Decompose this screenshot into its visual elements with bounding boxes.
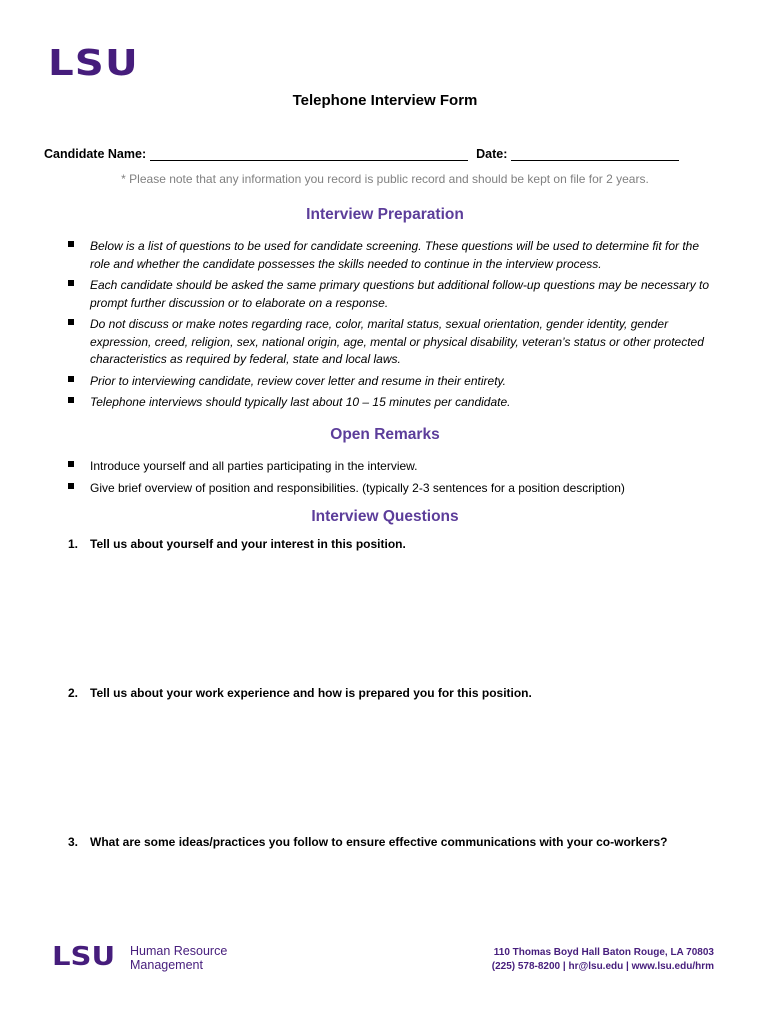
list-item: Do not discuss or make notes regarding race, color, marital status, sexual orientation, gender identity, gender expression, creed, religion, sex, national origin, age, mental or physical disability, veteran’s status or other protected characteristics as required by federal, state and local laws. — [68, 316, 718, 369]
lsu-logo: LSU — [48, 43, 139, 84]
list-item: Introduce yourself and all parties participating in the interview. — [68, 458, 718, 476]
footer-address: 110 Thomas Boyd Hall Baton Rouge, LA 70803 (225) 578-8200 | hr@lsu.edu | www.lsu.edu/hrm — [491, 947, 714, 972]
candidate-name-field[interactable] — [150, 146, 468, 161]
bullet-icon — [68, 397, 74, 403]
preparation-heading: Interview Preparation — [306, 206, 464, 223]
list-item: Below is a list of questions to be used for candidate screening. These questions will be used to determine fit for the role and whether the candidate possesses the skills needed to continue in the interview process. — [68, 238, 718, 273]
bullet-icon — [68, 280, 74, 286]
question-3: 3. What are some ideas/practices you follow to ensure effective communications with your co-workers? — [68, 835, 668, 849]
bullet-icon — [68, 376, 74, 382]
bullet-icon — [68, 461, 74, 467]
footer-department: Human Resource Management — [130, 944, 228, 972]
preparation-list — [68, 238, 718, 416]
date-field[interactable] — [511, 146, 679, 161]
bullet-icon — [68, 319, 74, 325]
list-item: Telephone interviews should typically last about 10 – 15 minutes per candidate. — [68, 394, 718, 412]
remarks-list — [68, 458, 718, 501]
list-item: Prior to interviewing candidate, review cover letter and resume in their entirety. — [68, 373, 718, 391]
bullet-icon — [68, 483, 74, 489]
bullet-icon — [68, 241, 74, 247]
public-record-note: * Please note that any information you record is public record and should be kept on file for 2 years. — [121, 172, 649, 186]
remarks-heading: Open Remarks — [330, 426, 440, 443]
questions-heading: Interview Questions — [311, 508, 459, 525]
footer-lsu-logo: LSU — [52, 942, 116, 972]
list-item: Each candidate should be asked the same primary questions but additional follow-up questions may be necessary to prompt further discussion or to elaborate on a response. — [68, 277, 718, 312]
question-1: 1. Tell us about yourself and your interest in this position. — [68, 537, 406, 551]
candidate-name-label: Candidate Name: — [44, 147, 147, 161]
candidate-row — [44, 146, 679, 161]
page-title: Telephone Interview Form — [292, 92, 478, 109]
list-item: Give brief overview of position and responsibilities. (typically 2-3 sentences for a position description) — [68, 480, 718, 498]
question-2: 2. Tell us about your work experience and how is prepared you for this position. — [68, 686, 532, 700]
date-label: Date: — [476, 147, 508, 161]
